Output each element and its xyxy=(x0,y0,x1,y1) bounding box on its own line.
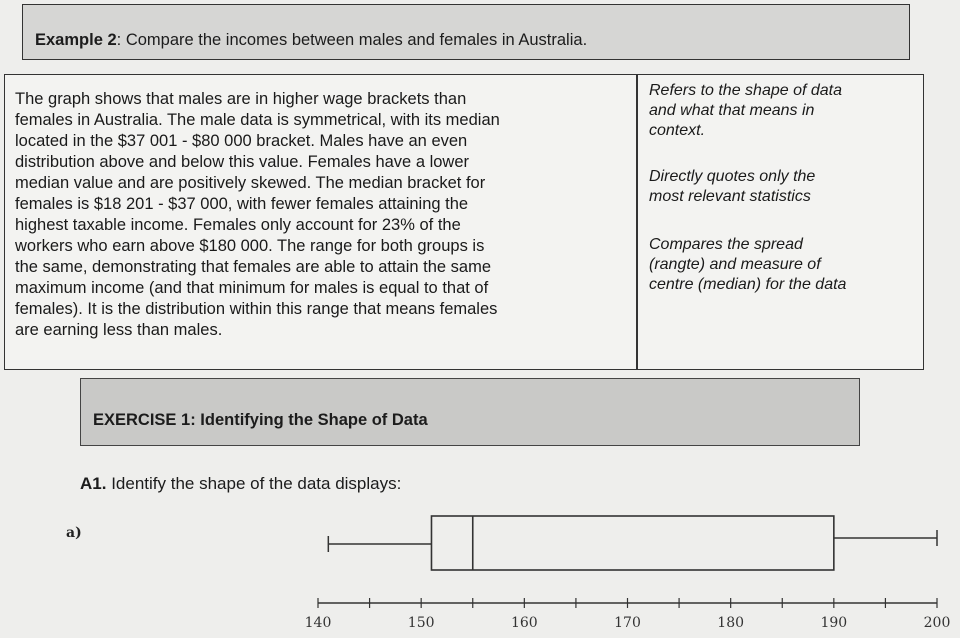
note-line: Compares the spread xyxy=(649,236,803,253)
analysis-line: workers who earn above $180 000. The range for both groups is xyxy=(15,237,485,255)
analysis-line: maximum income (and that minimum for males is equal to that of xyxy=(15,279,489,297)
note-line: Refers to the shape of data xyxy=(649,82,843,99)
note-line: most relevant statistics xyxy=(649,188,811,205)
analysis-line: median value and are positively skewed. The median bracket for xyxy=(15,174,486,192)
analysis-line: are earning less than males. xyxy=(15,321,223,339)
tick-label: 170 xyxy=(614,615,641,631)
example-label: Example 2 xyxy=(35,31,117,49)
note-line: Directly quotes only the xyxy=(649,168,816,185)
tick-label: 160 xyxy=(510,615,538,631)
exercise-title: EXERCISE 1: Identifying the Shape of Data xyxy=(93,411,428,429)
example-text: Compare the incomes between males and females in Australia. xyxy=(125,31,588,49)
analysis-line: females). It is the distribution within this range that means females xyxy=(15,300,498,318)
question-text: Identify the shape of the data displays: xyxy=(111,474,402,493)
note-line: (rangte) and measure of xyxy=(649,256,821,273)
analysis-line: females in Australia. The male data is symmetrical, with its median xyxy=(15,111,500,129)
analysis-line: highest taxable income. Females only account for 23% of the xyxy=(15,216,461,234)
tick-label: 200 xyxy=(923,615,951,631)
note-line: centre (median) for the data xyxy=(649,276,847,293)
analysis-line: The graph shows that males are in higher wage brackets than xyxy=(15,90,467,108)
iqr-box xyxy=(431,516,833,570)
part-a-label: a) xyxy=(66,525,82,541)
tick-label: 190 xyxy=(820,615,848,631)
tick-label: 140 xyxy=(304,615,332,631)
note-line: and what that means in xyxy=(649,102,815,119)
note-line: context. xyxy=(649,122,706,139)
tick-label: 180 xyxy=(717,615,745,631)
example-separator: : xyxy=(116,31,122,49)
tick-label: 150 xyxy=(407,615,435,631)
question-number: A1. xyxy=(80,474,107,493)
analysis-line: the same, demonstrating that females are able to attain the same xyxy=(15,258,492,276)
analysis-line: distribution above and below this value. Females have a lower xyxy=(15,153,470,171)
analysis-line: females is $18 201 - $37 000, with fewer females attaining the xyxy=(15,195,469,213)
analysis-line: located in the $37 001 - $80 000 bracket. Males have an even xyxy=(15,132,468,150)
